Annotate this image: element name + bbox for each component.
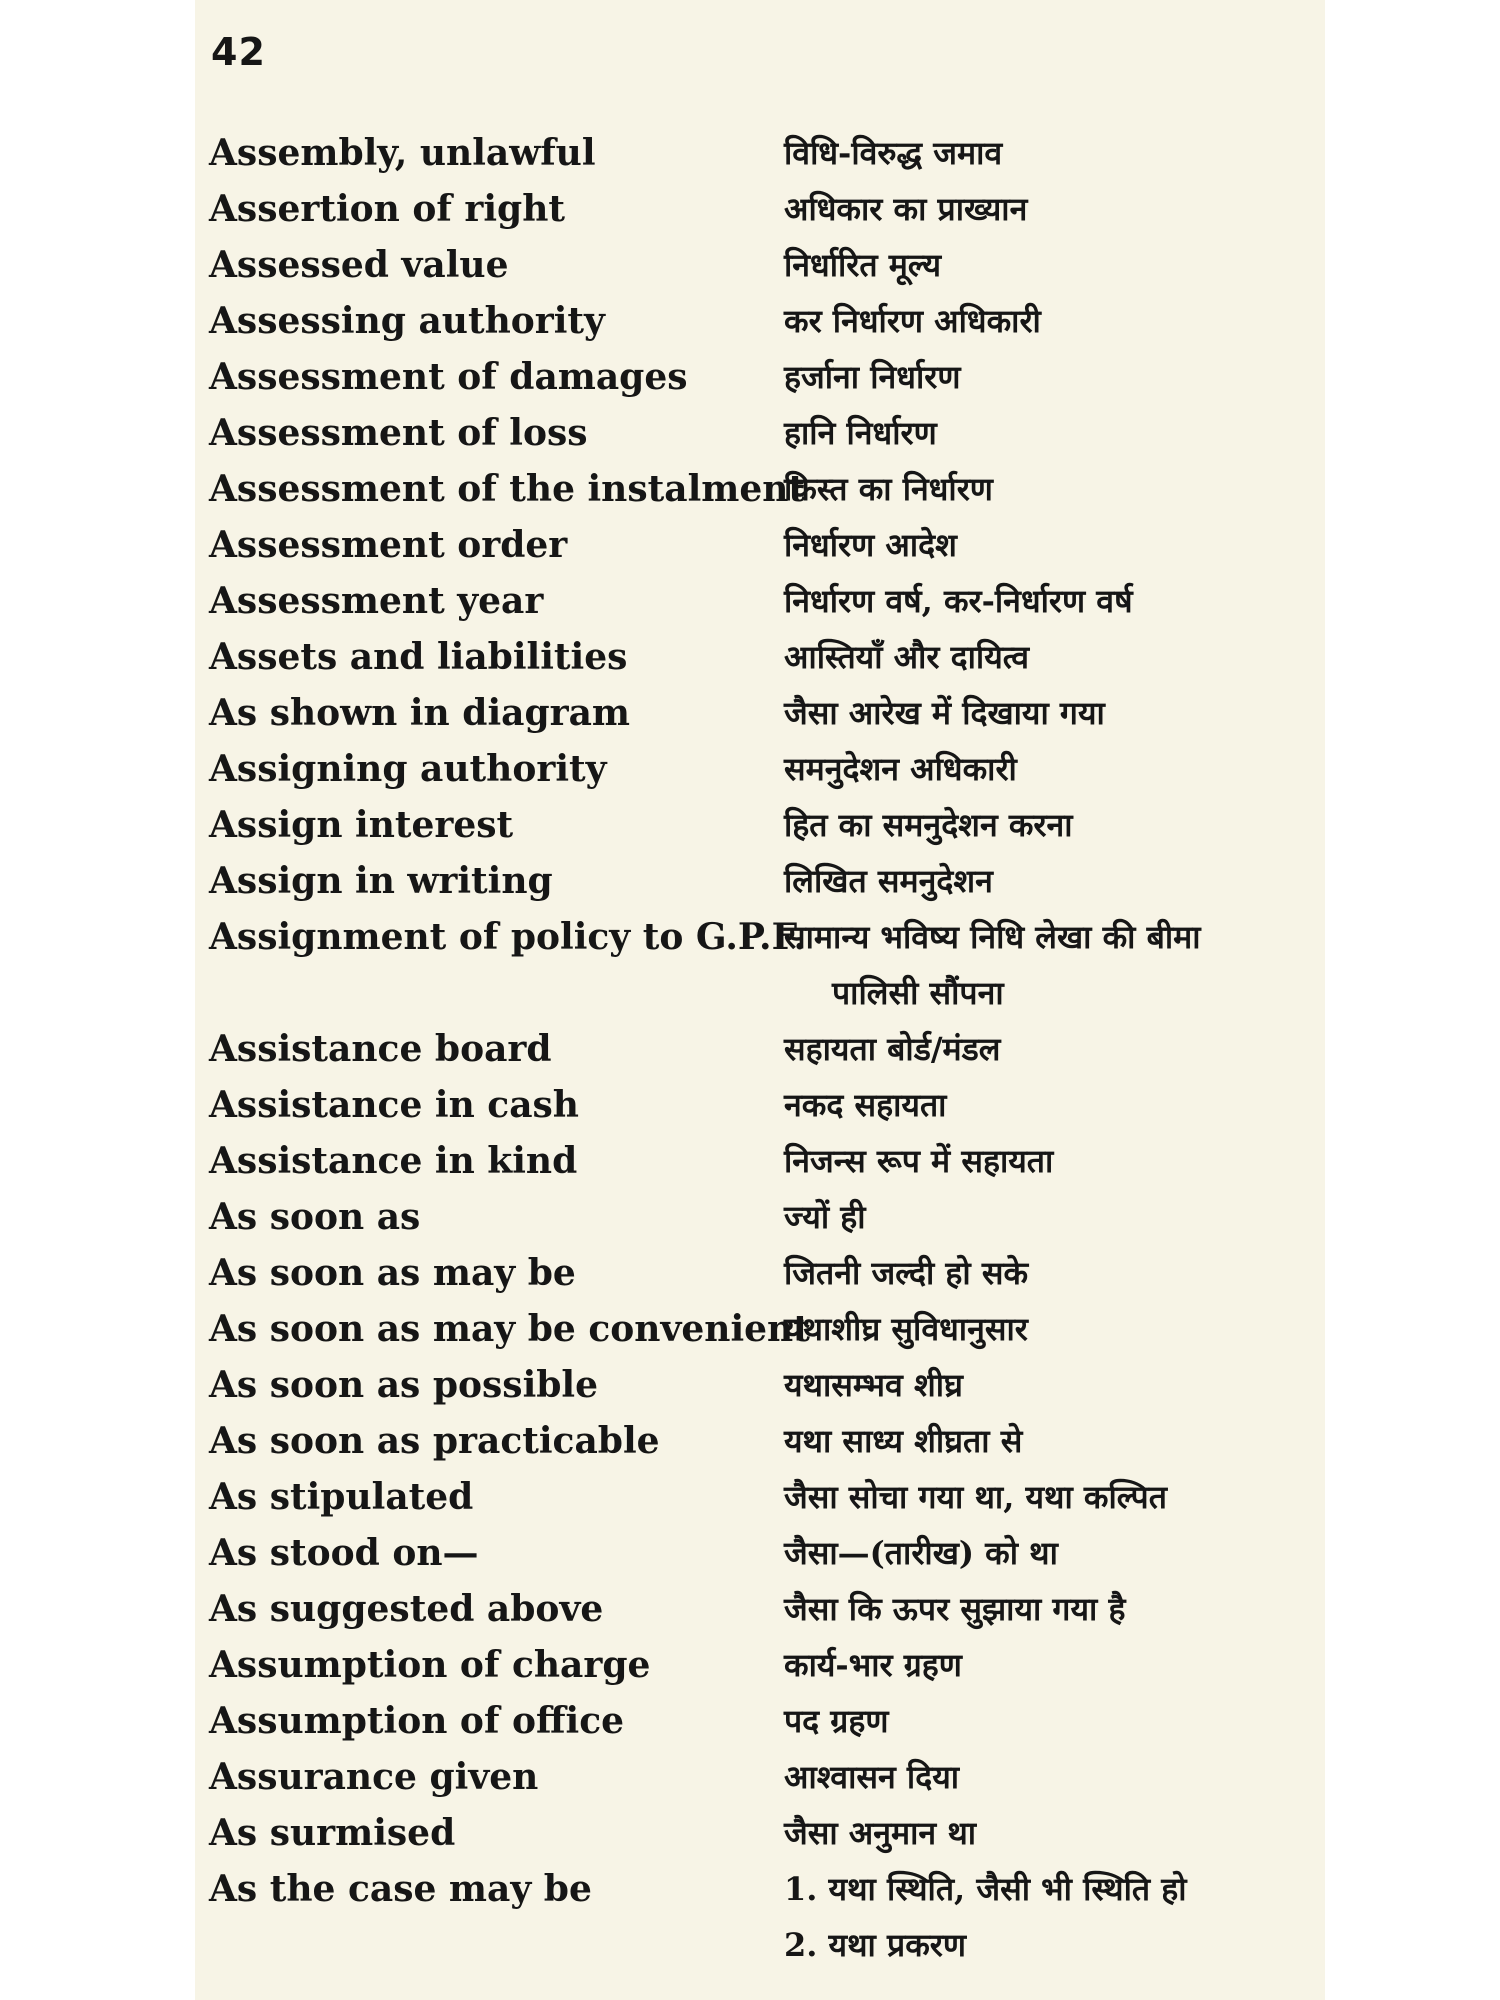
translation-line: नकद सहायता xyxy=(784,1086,947,1124)
glossary-entry xyxy=(209,181,1319,237)
translation-line: ज्यों ही xyxy=(784,1198,866,1236)
glossary-entry xyxy=(209,1301,1319,1357)
entry-translation xyxy=(784,293,1319,349)
entry-term: Assembly, unlawful xyxy=(209,132,596,174)
page-number: 42 xyxy=(211,30,266,74)
glossary-entry xyxy=(209,1693,1319,1749)
entry-term: Assign in writing xyxy=(209,860,553,902)
entry-term: Assessing authority xyxy=(209,300,605,342)
glossary-entry xyxy=(209,853,1319,909)
glossary-entry xyxy=(209,741,1319,797)
translation-line: यथासम्भव शीघ्र xyxy=(784,1366,963,1404)
translation-line: सामान्य भविष्य निधि लेखा की बीमा xyxy=(784,918,1201,956)
entry-term: Assertion of right xyxy=(209,188,566,230)
entry-translation xyxy=(784,909,1319,1021)
translation-line: कर निर्धारण अधिकारी xyxy=(784,302,1041,340)
glossary-entry xyxy=(209,405,1319,461)
entry-term: Assistance board xyxy=(209,1028,552,1070)
entry-term: Assignment of policy to G.P.F. xyxy=(209,916,807,958)
entry-term: As suggested above xyxy=(209,1588,604,1630)
entry-term: As soon as xyxy=(209,1196,421,1238)
translation-line: निर्धारण वर्ष, कर-निर्धारण वर्ष xyxy=(784,582,1133,620)
glossary-entry xyxy=(209,125,1319,181)
entry-translation xyxy=(784,349,1319,405)
entry-translation xyxy=(784,405,1319,461)
translation-line: निर्धारण आदेश xyxy=(784,526,957,564)
entry-translation xyxy=(784,1077,1319,1133)
translation-line: जैसा अनुमान था xyxy=(784,1814,977,1852)
entry-translation xyxy=(784,853,1319,909)
glossary-entry xyxy=(209,1021,1319,1077)
translation-line: अधिकार का प्राख्यान xyxy=(784,190,1028,228)
entry-term: Assurance given xyxy=(209,1756,539,1798)
translation-line: 1. यथा स्थिति, जैसी भी स्थिति हो xyxy=(784,1870,1187,1908)
entry-term: As the case may be xyxy=(209,1868,592,1910)
translation-line: आश्वासन दिया xyxy=(784,1758,960,1796)
entry-translation xyxy=(784,685,1319,741)
entry-translation xyxy=(784,1021,1319,1077)
entry-translation xyxy=(784,1581,1319,1637)
entry-term: As shown in diagram xyxy=(209,692,630,734)
translation-line: सहायता बोर्ड/मंडल xyxy=(784,1030,1001,1068)
entry-translation xyxy=(784,797,1319,853)
entry-term: As soon as practicable xyxy=(209,1420,660,1462)
entry-term: Assistance in cash xyxy=(209,1084,579,1126)
translation-line: यथा साध्य शीघ्रता से xyxy=(784,1422,1023,1460)
glossary-entry xyxy=(209,685,1319,741)
glossary-entries xyxy=(209,125,1319,1973)
translation-line: निजन्स रूप में सहायता xyxy=(784,1142,1054,1180)
glossary-entry xyxy=(209,461,1319,517)
glossary-entry xyxy=(209,909,1319,1021)
translation-line: समनुदेशन अधिकारी xyxy=(784,750,1017,788)
entry-term: Assigning authority xyxy=(209,748,607,790)
translation-line: हित का समनुदेशन करना xyxy=(784,806,1073,844)
glossary-entry xyxy=(209,1133,1319,1189)
entry-translation xyxy=(784,1301,1319,1357)
translation-line: किस्त का निर्धारण xyxy=(784,470,993,508)
entry-translation xyxy=(784,237,1319,293)
entry-term: As soon as possible xyxy=(209,1364,599,1406)
glossary-entry xyxy=(209,1189,1319,1245)
translation-line: जैसा सोचा गया था, यथा कल्पित xyxy=(784,1478,1167,1516)
translation-line: हर्जाना निर्धारण xyxy=(784,358,961,396)
entry-translation xyxy=(784,1861,1319,1973)
entry-term: As soon as may be convenient xyxy=(209,1308,810,1350)
entry-term: Assessment of the instalment xyxy=(209,468,806,510)
entry-term: Assessment year xyxy=(209,580,544,622)
translation-line: जैसा—(तारीख) को था xyxy=(784,1534,1058,1572)
translation-line: निर्धारित मूल्य xyxy=(784,246,942,284)
entry-term: Assumption of office xyxy=(209,1700,625,1742)
glossary-entry xyxy=(209,349,1319,405)
entry-term: Assessment of damages xyxy=(209,356,688,398)
entry-term: Assessment of loss xyxy=(209,412,588,454)
glossary-entry xyxy=(209,1861,1319,1973)
entry-translation xyxy=(784,1413,1319,1469)
entry-term: Assets and liabilities xyxy=(209,636,628,678)
entry-translation xyxy=(784,1805,1319,1861)
entry-translation xyxy=(784,125,1319,181)
entry-translation xyxy=(784,1245,1319,1301)
glossary-entry xyxy=(209,573,1319,629)
translation-line: जैसा आरेख में दिखाया गया xyxy=(784,694,1105,732)
translation-line: जैसा कि ऊपर सुझाया गया है xyxy=(784,1590,1126,1628)
entry-translation xyxy=(784,1749,1319,1805)
entry-term: Assistance in kind xyxy=(209,1140,578,1182)
entry-translation xyxy=(784,1693,1319,1749)
entry-term: As stood on— xyxy=(209,1532,479,1574)
entry-translation xyxy=(784,181,1319,237)
translation-line: कार्य-भार ग्रहण xyxy=(784,1646,962,1684)
glossary-entry xyxy=(209,1525,1319,1581)
entry-translation xyxy=(784,1189,1319,1245)
glossary-entry xyxy=(209,1245,1319,1301)
translation-line: हानि निर्धारण xyxy=(784,414,937,452)
entry-term: Assign interest xyxy=(209,804,514,846)
glossary-entry xyxy=(209,1357,1319,1413)
glossary-entry xyxy=(209,1077,1319,1133)
glossary-entry xyxy=(209,1749,1319,1805)
translation-line: लिखित समनुदेशन xyxy=(784,862,993,900)
glossary-entry xyxy=(209,1469,1319,1525)
translation-line: आस्तियाँ और दायित्व xyxy=(784,638,1030,676)
entry-translation xyxy=(784,1637,1319,1693)
entry-translation xyxy=(784,1525,1319,1581)
entry-translation xyxy=(784,1357,1319,1413)
entry-translation xyxy=(784,517,1319,573)
entry-term: Assessment order xyxy=(209,524,568,566)
entry-translation xyxy=(784,741,1319,797)
glossary-entry xyxy=(209,797,1319,853)
translation-line: पालिसी सौंपना xyxy=(832,974,1004,1012)
entry-translation xyxy=(784,461,1319,517)
glossary-entry xyxy=(209,237,1319,293)
glossary-entry xyxy=(209,1413,1319,1469)
entry-term: As soon as may be xyxy=(209,1252,576,1294)
entry-term: As surmised xyxy=(209,1812,456,1854)
entry-translation xyxy=(784,1469,1319,1525)
entry-term: Assumption of charge xyxy=(209,1644,651,1686)
glossary-entry xyxy=(209,629,1319,685)
translation-line: 2. यथा प्रकरण xyxy=(784,1926,966,1964)
translation-line: जितनी जल्दी हो सके xyxy=(784,1254,1029,1292)
translation-line: पद ग्रहण xyxy=(784,1702,889,1740)
entry-translation xyxy=(784,629,1319,685)
dictionary-page xyxy=(195,0,1325,2000)
glossary-entry xyxy=(209,1581,1319,1637)
glossary-entry xyxy=(209,293,1319,349)
translation-line: यथाशीघ्र सुविधानुसार xyxy=(784,1310,1028,1348)
entry-translation xyxy=(784,573,1319,629)
glossary-entry xyxy=(209,517,1319,573)
glossary-entry xyxy=(209,1637,1319,1693)
entry-term: As stipulated xyxy=(209,1476,474,1518)
entry-term: Assessed value xyxy=(209,244,509,286)
entry-translation xyxy=(784,1133,1319,1189)
glossary-entry xyxy=(209,1805,1319,1861)
translation-line: विधि-विरुद्ध जमाव xyxy=(784,134,1003,172)
